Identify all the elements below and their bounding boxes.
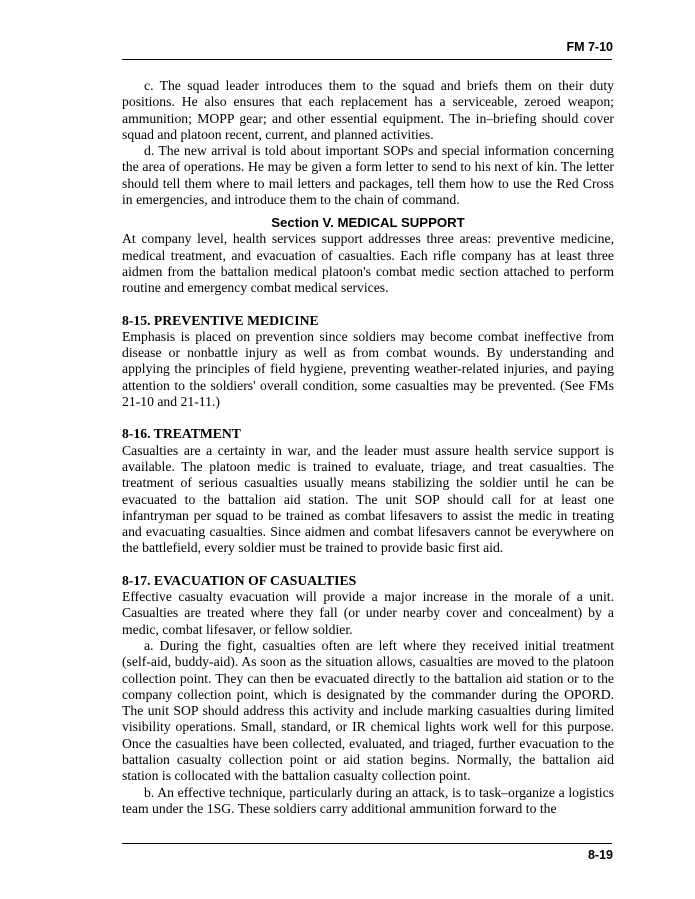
text-8-15: Emphasis is placed on prevention since soldiers may become combat ineffective from disease or nonbattle injury as well as from combat wounds. By understanding and applying the principles of field hygiene, preventing weather-related injuries, and paying attention to the soldiers' overall condition, some casualties may be prevented. (See FMs 21-10 and 21-11.) <box>122 328 614 410</box>
body-text <box>122 78 614 817</box>
paragraph-8-17-a: a. During the fight, casualties often are left where they received initial treatment (self-aid, buddy-aid). As soon as the situation allows, casualties are moved to the platoon collection point. They can then be evacuated directly to the battalion aid station or to the company collection point, which is designated by the commander during the OPORD. The unit SOP should address this activity and include marking casualties during limited visibility operations. Small, standard, or IR chemical lights work well for this purpose. Once the casualties have been collected, evaluated, and triaged, further evacuation to the battalion casualty collection point or aid station begins. Normally, the battalion aid station is collocated with the battalion casualty collection point. <box>122 637 614 784</box>
page-number: 8-19 <box>587 848 613 862</box>
heading-8-15: 8-15. PREVENTIVE MEDICINE <box>122 312 319 328</box>
paragraph-d: d. The new arrival is told about important SOPs and special information concerning the area of operations. He may be given a form letter to send to his next of kin. The letter should tell them where to mail letters and packages, tell them how to use the Red Cross in emergencies, and introduce them to the chain of command. <box>122 143 614 208</box>
section-title: Section V. MEDICAL SUPPORT <box>271 215 465 231</box>
text-8-16: Casualties are a certainty in war, and the leader must assure health service support is available. The platoon medic is trained to evaluate, triage, and treat casualties. The treatment of serious casualties usually means stabilizing the soldier until he can be evacuated to the battalion aid station. The unit SOP should call for at least one infantryman per squad to be trained as combat lifesavers to assist the medic in treating and evacuating casualties. Since aidmen and combat lifesavers cannot be everywhere on the battlefield, every soldier must be trained to provide basic first aid. <box>122 442 614 556</box>
footer-rule <box>122 843 612 844</box>
section-intro: At company level, health services support addresses three areas: preventive medicine, medical treatment, and evacuation of casualties. Each rifle company has at least three aidmen from the battalion medical platoon's combat medic section attached to perform routine and emergency combat medical services. <box>122 231 614 296</box>
heading-8-17: 8-17. EVACUATION OF CASUALTIES <box>122 572 357 588</box>
heading-8-16: 8-16. TREATMENT <box>122 426 241 442</box>
paragraph-c: c. The squad leader introduces them to the squad and briefs them on their duty positions. He also ensures that each replacement has a serviceable, zeroed weapon; ammunition; MOPP gear; and other essential equipment. The in–briefing should cover squad and platoon recent, current, and planned activities. <box>122 78 614 142</box>
paragraph-8-17-b: b. An effective technique, particularly during an attack, is to task–organize a logistics team under the 1SG. These soldiers carry additional ammunition forward to the <box>122 784 614 816</box>
header-rule <box>122 59 612 60</box>
manual-id-header: FM 7-10 <box>566 40 613 54</box>
text-8-17: Effective casualty evacuation will provide a major increase in the morale of a unit. Casualties are treated where they fall (or under nearby cover and concealment) by a medic, combat lifesaver, or fellow soldier. <box>122 589 614 637</box>
